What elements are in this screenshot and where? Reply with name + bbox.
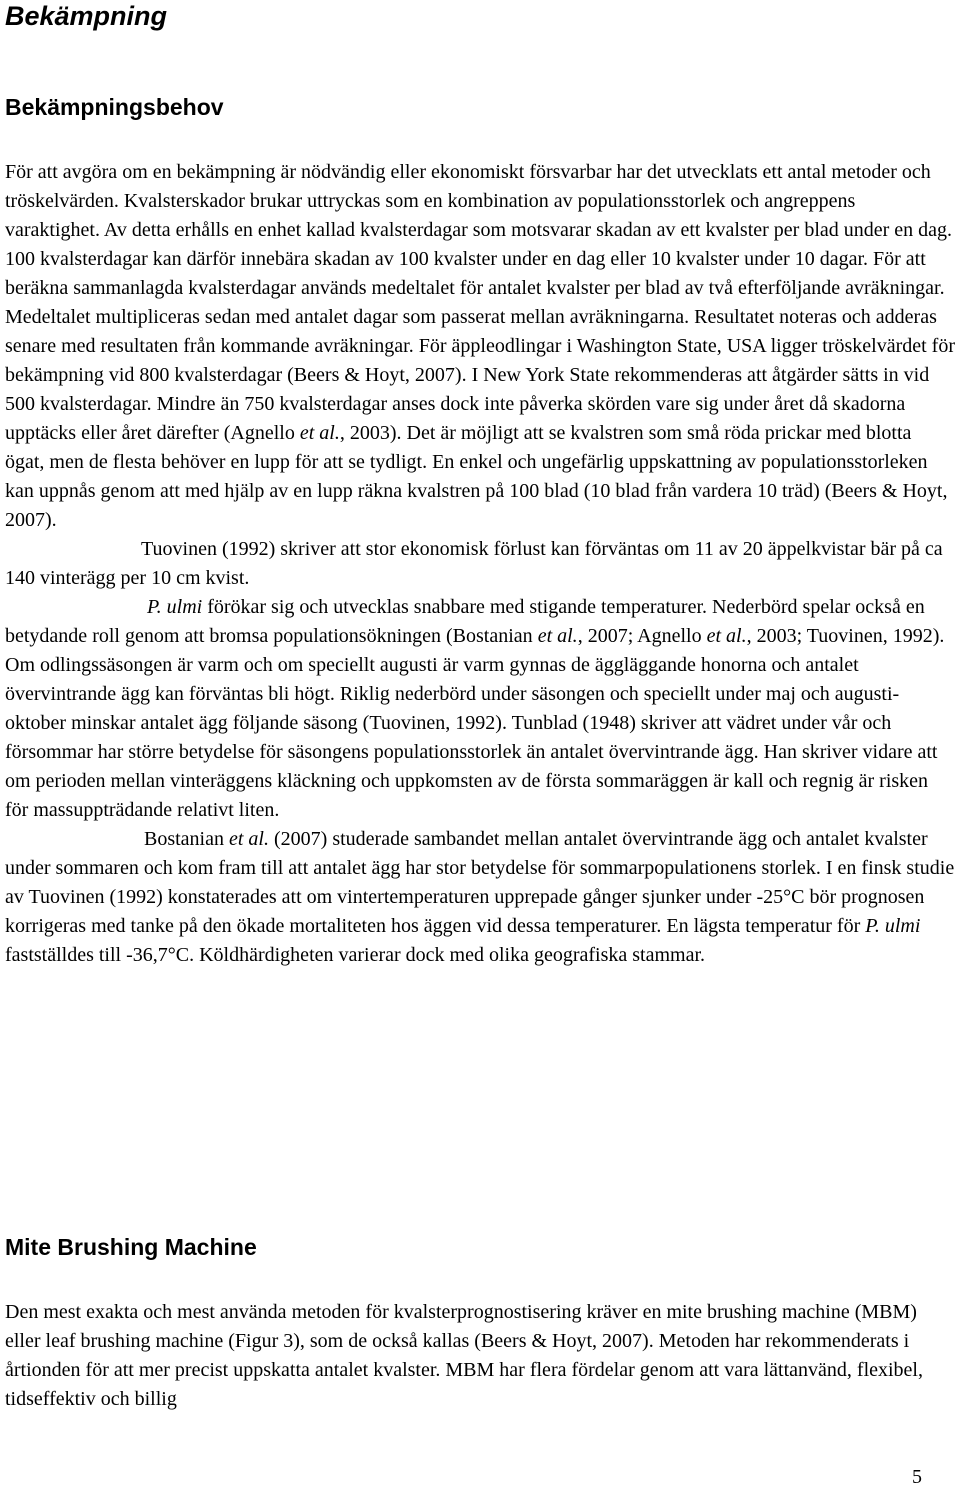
text-run: fastställdes till -36,7°C. Köldhärdigheten varierar dock med olika geografiska stammar. [5,944,706,966]
section-heading-mite-brushing-machine: Mite Brushing Machine [5,1234,257,1260]
text-run: , 2003). Det är möjligt att se kvalstren som små röda prickar med blotta ögat, men de flesta behöver en lupp för att se tydligt. En enkel och ungefärlig uppskattning av populationsstorleken kan uppnås genom att med hjälp av en lupp räkna kvalstren på 100 blad (10 blad från vardera 10 träd) (Beers & Hoyt, 2007). [5,422,948,531]
section-body-bekampningsbehov [5,158,955,970]
text-run: förökar sig och utvecklas snabbare med stigande temperaturer. Nederbörd spelar också en betydande roll genom att bromsa populationsökningen (Bostanian [5,596,925,647]
text-run: För att avgöra om en bekämpning är nödvändig eller ekonomiskt försvarbar har det utvecklats ett antal metoder och tröskelvärden. Kvalsterskador brukar uttryckas som en kombination av populationsstorlek och angreppens varaktighet. Av detta erhålls en enhet kallad kvalsterdagar som motsvarar skadan av ett kvalster per blad under en dag. 100 kvalsterdagar kan därför innebära skadan av 100 kvalster under en dag eller 10 kvalster under 10 dagar. För att beräkna sammanlagda kvalsterdagar används medeltalet för antalet kvalster per blad av två efterföljande avräkningar. Medeltalet multipliceras sedan med antalet dagar som passerat mellan avräkningarna. Resultatet noteras och adderas senare med resultaten från kommande avräkningar. För äppleodlingar i Washington State, USA ligger tröskelvärdet för bekämpning vid 800 kvalsterdagar (Beers & Hoyt, 2007). I New York State rekommenderas att åtgärder sätts in vid 500 kvalsterdagar. Mindre än 750 kvalsterdagar anses dock inte påverka skörden vare sig under året då skadorna upptäcks eller året därefter (Agnello [5,161,955,444]
paragraph-1 [5,158,955,535]
text-run: Bostanian [144,828,229,850]
italic-et-al: et al. [299,422,340,444]
text-run: , 2003; Tuovinen, 1992). Om odlingssäsongen är varm och om speciellt augusti är varm gynnas de äggläggande honorna och antalet övervintrande ägg kan förväntas bli högt. Riklig nederbörd under säsongen och speciellt under maj och augusti-oktober minskar antalet ägg följande säsong (Tuovinen, 1992). Tunblad (1948) skriver att vädret under vår och försommar har större betydelse för säsongens populationsstorlek än antalet övervintrande ägg. Han skriver vidare att om perioden mellan vinteräggens kläckning och uppkomsten av de första sommaräggen är kall och regnig är risken för massuppträdande relativt liten. [5,625,945,821]
italic-species-name: P. ulmi [865,915,921,937]
text-run: , 2007; Agnello [577,625,707,647]
text-run: (2007) studerade sambandet mellan antalet övervintrande ägg och antalet kvalster under sommaren och kom fram till att antalet ägg har stor betydelse för sommarpopulationens storlek. I en finsk studie av Tuovinen (1992) konstaterades att om vintertemperaturen upprepade gånger sjunker under -25°C bör prognosen korrigeras med tanke på den ökade mortaliteten hos äggen vid dessa temperaturer. En lägsta temperatur för [5,828,955,937]
italic-et-al: et al. [229,828,269,850]
italic-et-al: et al. [706,625,747,647]
paragraph-5: Den mest exakta och mest använda metoden för kvalsterprognostisering kräver en mite brushing machine (MBM) eller leaf brushing machine (Figur 3), som de också kallas (Beers & Hoyt, 2007). Metoden har rekommenderats i årtionden för att mer precist uppskatta antalet kvalster. MBM har flera fördelar genom att vara lättanvänd, flexibel, tidseffektiv och billig [5,1301,923,1410]
paragraph-4 [5,825,955,970]
section-body-mite-brushing-machine [5,1298,955,1414]
page-number: 5 [912,1466,922,1488]
section-heading-bekampningsbehov: Bekämpningsbehov [5,94,224,120]
paragraph-2: Tuovinen (1992) skriver att stor ekonomisk förlust kan förväntas om 11 av 20 äppelkvistar bär på ca 140 vinterägg per 10 cm kvist. [5,538,943,589]
paragraph-3 [5,593,955,825]
italic-et-al: et al. [537,625,578,647]
chapter-title: Bekämpning [5,1,168,31]
italic-species-name: P. ulmi [147,596,203,618]
